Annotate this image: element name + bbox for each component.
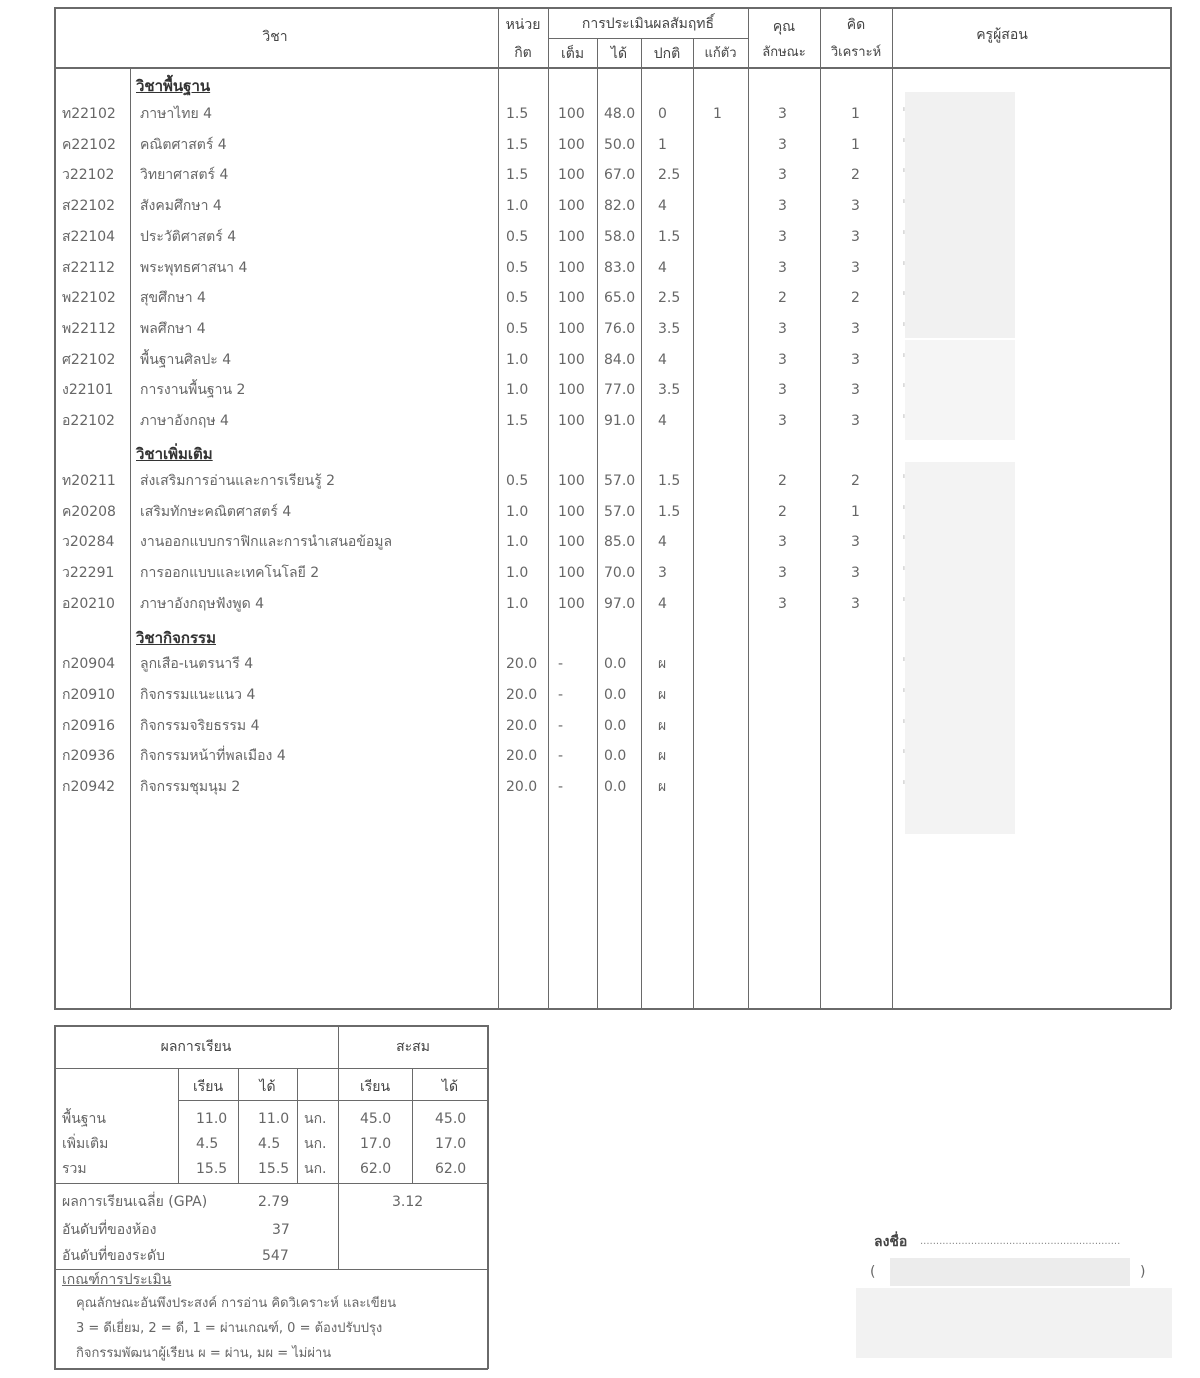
cell-credit: 1.0 [506, 504, 529, 520]
cell-char: 3 [778, 229, 787, 245]
cell-got: 57.0 [604, 473, 636, 489]
teacher-tick: ˈ [902, 198, 906, 214]
cell-full: 100 [558, 290, 585, 306]
teacher-tick: ˈ [902, 565, 906, 581]
cell-code: อ20210 [62, 596, 115, 612]
summary-label: พื้นฐาน [62, 1111, 106, 1127]
cell-full: - [558, 687, 564, 703]
cell-got: 82.0 [604, 198, 636, 214]
teacher-tick: ˈ [902, 473, 906, 489]
cell-code: พ22112 [62, 321, 116, 337]
header-char-top: คุณ [772, 19, 796, 35]
cell-credit: 20.0 [506, 687, 538, 703]
summary-got: 11.0 [258, 1111, 290, 1127]
cell-code: ว20284 [62, 534, 115, 550]
header-full: เต็ม [560, 46, 585, 62]
signature-label: ลงชื่อ [874, 1234, 908, 1250]
cell-credit: 1.5 [506, 137, 529, 153]
summary-cum-got: 62.0 [435, 1161, 467, 1177]
cell-got: 0.0 [604, 718, 627, 734]
cell-name: กิจกรรมชุมนุม 2 [140, 779, 241, 795]
cell-char: 2 [778, 504, 787, 520]
cell-name: ภาษาอังกฤษฟังพูด 4 [140, 596, 265, 612]
cell-normal: ผ [658, 656, 667, 672]
cell-char: 3 [778, 260, 787, 276]
cell-normal: 4 [658, 260, 667, 276]
cum-col-study: เรียน [359, 1079, 391, 1095]
cell-credit: 0.5 [506, 321, 529, 337]
cell-got: 77.0 [604, 382, 636, 398]
cell-name: ภาษาไทย 4 [140, 106, 213, 122]
cell-char: 3 [778, 167, 787, 183]
cell-normal: 3 [658, 565, 667, 581]
header-assessment: การประเมินผลสัมฤทธิ์ [581, 16, 715, 32]
cell-full: - [558, 748, 564, 764]
cell-got: 0.0 [604, 748, 627, 764]
cell-normal: 2.5 [658, 167, 681, 183]
cell-char: 3 [778, 198, 787, 214]
cell-think: 3 [851, 321, 860, 337]
cell-char: 3 [778, 106, 787, 122]
cell-name: สังคมศึกษา 4 [140, 198, 222, 214]
cell-full: 100 [558, 352, 585, 368]
cell-full: 100 [558, 534, 585, 550]
signature-open-paren: ( [870, 1264, 876, 1280]
signer-title-redacted [856, 1288, 1172, 1358]
cell-full: 100 [558, 413, 585, 429]
criteria-line: คุณลักษณะอันพึงประสงค์ การอ่าน คิดวิเคราะห์ และเขียน [76, 1296, 397, 1311]
summary-study: 4.5 [196, 1136, 219, 1152]
cell-normal: 1.5 [658, 504, 681, 520]
cell-full: 100 [558, 198, 585, 214]
cell-think: 1 [851, 504, 860, 520]
signature-close-paren: ) [1140, 1264, 1146, 1280]
cell-code: ส22104 [62, 229, 116, 245]
cell-full: 100 [558, 106, 585, 122]
header-think-top: คิด [846, 17, 866, 33]
cell-credit: 0.5 [506, 473, 529, 489]
cell-normal: ผ [658, 748, 667, 764]
header-got: ได้ [610, 46, 628, 62]
gpa-value: 2.79 [258, 1194, 290, 1210]
cell-char: 3 [778, 382, 787, 398]
cell-code: ว22291 [62, 565, 115, 581]
cell-normal: 3.5 [658, 382, 681, 398]
cell-full: 100 [558, 321, 585, 337]
cell-got: 65.0 [604, 290, 636, 306]
cell-full: 100 [558, 137, 585, 153]
level-rank-value: 547 [262, 1248, 289, 1264]
cell-code: ส22112 [62, 260, 116, 276]
cell-full: - [558, 779, 564, 795]
cell-name: พลศึกษา 4 [140, 321, 206, 337]
cell-normal: 1.5 [658, 229, 681, 245]
col-study: เรียน [192, 1079, 224, 1095]
cell-remedial: 1 [713, 106, 722, 122]
cell-credit: 1.0 [506, 198, 529, 214]
cell-think: 2 [851, 473, 860, 489]
teacher-tick: ˈ [902, 260, 906, 276]
teacher-name-redacted [905, 462, 1015, 834]
cell-got: 0.0 [604, 779, 627, 795]
summary-got: 4.5 [258, 1136, 281, 1152]
cell-full: - [558, 718, 564, 734]
cell-name: การออกแบบและเทคโนโลยี 2 [140, 565, 320, 581]
teacher-name-redacted [905, 92, 1015, 338]
teacher-tick: ˈ [902, 504, 906, 520]
cell-got: 0.0 [604, 656, 627, 672]
cell-full: 100 [558, 565, 585, 581]
summary-unit: นก. [304, 1136, 327, 1152]
cell-name: ประวัติศาสตร์ 4 [140, 229, 237, 245]
cell-think: 1 [851, 106, 860, 122]
summary-study: 11.0 [196, 1111, 228, 1127]
section-title-activities: วิชากิจกรรม [136, 629, 216, 647]
cell-char: 2 [778, 290, 787, 306]
summary-unit: นก. [304, 1161, 327, 1177]
cum-col-got: ได้ [441, 1079, 459, 1095]
teacher-tick: ˈ [902, 596, 906, 612]
section-title-basic: วิชาพื้นฐาน [136, 77, 211, 95]
cell-credit: 0.5 [506, 229, 529, 245]
cell-normal: 4 [658, 596, 667, 612]
teacher-name-redacted [905, 340, 1015, 440]
cell-code: ว22102 [62, 167, 115, 183]
teacher-tick: ˈ [902, 137, 906, 153]
cell-got: 58.0 [604, 229, 636, 245]
cell-credit: 1.5 [506, 106, 529, 122]
teacher-tick: ˈ [902, 321, 906, 337]
header-subject: วิชา [262, 29, 288, 45]
cell-char: 3 [778, 137, 787, 153]
summary-cum-study: 17.0 [360, 1136, 392, 1152]
cell-credit: 20.0 [506, 779, 538, 795]
summary-cum-study: 45.0 [360, 1111, 392, 1127]
cell-normal: ผ [658, 687, 667, 703]
summary-cum-got: 17.0 [435, 1136, 467, 1152]
cell-code: ศ22102 [62, 352, 116, 368]
cell-name: การงานพื้นฐาน 2 [140, 382, 246, 398]
cell-full: 100 [558, 229, 585, 245]
cell-char: 3 [778, 413, 787, 429]
level-rank-label: อันดับที่ของระดับ [62, 1248, 166, 1264]
header-normal: ปกติ [653, 46, 681, 62]
cell-credit: 1.0 [506, 382, 529, 398]
cell-got: 0.0 [604, 687, 627, 703]
cell-name: สุขศึกษา 4 [140, 290, 206, 306]
cell-normal: 1.5 [658, 473, 681, 489]
cell-normal: 4 [658, 352, 667, 368]
cell-name: เสริมทักษะคณิตศาสตร์ 4 [140, 504, 292, 520]
cell-name: วิทยาศาสตร์ 4 [140, 167, 229, 183]
cell-normal: 0 [658, 106, 667, 122]
cell-char: 3 [778, 534, 787, 550]
cell-credit: 1.0 [506, 352, 529, 368]
cell-credit: 20.0 [506, 748, 538, 764]
cell-full: 100 [558, 504, 585, 520]
cell-credit: 1.5 [506, 167, 529, 183]
header-char-bottom: ลักษณะ [762, 45, 806, 60]
header-think-bottom: วิเคราะห์ [830, 45, 882, 60]
cell-got: 83.0 [604, 260, 636, 276]
cell-name: งานออกแบบกราฟิกและการนำเสนอข้อมูล [140, 534, 393, 550]
cell-think: 3 [851, 565, 860, 581]
cell-code: ก20904 [62, 656, 116, 672]
cell-code: ก20910 [62, 687, 116, 703]
cell-credit: 20.0 [506, 656, 538, 672]
cell-char: 2 [778, 473, 787, 489]
cell-think: 3 [851, 260, 860, 276]
cell-got: 91.0 [604, 413, 636, 429]
cell-code: ท20211 [62, 473, 116, 489]
summary-cum-study: 62.0 [360, 1161, 392, 1177]
results-title: ผลการเรียน [160, 1039, 232, 1055]
teacher-tick: ˈ [902, 534, 906, 550]
cell-full: 100 [558, 260, 585, 276]
signer-name-redacted [890, 1258, 1130, 1286]
cell-name: ภาษาอังกฤษ 4 [140, 413, 229, 429]
cell-credit: 1.0 [506, 565, 529, 581]
summary-label: รวม [62, 1161, 87, 1177]
cell-normal: 4 [658, 413, 667, 429]
teacher-tick: ˈ [902, 290, 906, 306]
cell-credit: 0.5 [506, 260, 529, 276]
gpa-cumulative: 3.12 [392, 1194, 424, 1210]
cell-code: อ22102 [62, 413, 115, 429]
cell-normal: ผ [658, 718, 667, 734]
cell-think: 3 [851, 596, 860, 612]
cell-name: กิจกรรมจริยธรรม 4 [140, 718, 260, 734]
cell-got: 85.0 [604, 534, 636, 550]
cell-think: 3 [851, 229, 860, 245]
cell-credit: 1.0 [506, 596, 529, 612]
header-teacher: ครูผู้สอน [976, 27, 1028, 43]
cell-got: 67.0 [604, 167, 636, 183]
cell-think: 3 [851, 534, 860, 550]
cell-credit: 1.5 [506, 413, 529, 429]
cell-normal: 1 [658, 137, 667, 153]
cell-char: 3 [778, 565, 787, 581]
cell-normal: 3.5 [658, 321, 681, 337]
cell-char: 3 [778, 596, 787, 612]
cell-credit: 1.0 [506, 534, 529, 550]
cell-think: 3 [851, 198, 860, 214]
header-remedial: แก้ตัว [704, 46, 737, 61]
signature-line: ............................................................... [920, 1236, 1121, 1247]
summary-unit: นก. [304, 1111, 327, 1127]
class-rank-value: 37 [272, 1222, 290, 1238]
cell-full: 100 [558, 382, 585, 398]
cell-normal: 4 [658, 198, 667, 214]
teacher-tick: ˈ [902, 656, 906, 672]
cell-name: พื้นฐานศิลปะ 4 [140, 352, 232, 368]
cell-think: 2 [851, 290, 860, 306]
cell-code: ง22101 [62, 382, 114, 398]
teacher-tick: ˈ [902, 229, 906, 245]
cell-think: 3 [851, 382, 860, 398]
cell-name: พระพุทธศาสนา 4 [140, 260, 248, 276]
cell-code: ก20916 [62, 718, 116, 734]
cell-code: ค20208 [62, 504, 116, 520]
cell-name: คณิตศาสตร์ 4 [140, 137, 227, 153]
summary-label: เพิ่มเติม [62, 1136, 109, 1152]
cell-got: 70.0 [604, 565, 636, 581]
summary-got: 15.5 [258, 1161, 290, 1177]
cell-think: 3 [851, 413, 860, 429]
teacher-tick: ˈ [902, 413, 906, 429]
cell-name: กิจกรรมหน้าที่พลเมือง 4 [140, 748, 286, 764]
cell-got: 76.0 [604, 321, 636, 337]
cell-full: 100 [558, 167, 585, 183]
cell-got: 57.0 [604, 504, 636, 520]
cell-think: 2 [851, 167, 860, 183]
cell-name: ลูกเสือ-เนตรนารี 4 [140, 656, 254, 672]
cell-name: กิจกรรมแนะแนว 4 [140, 687, 256, 703]
cell-think: 3 [851, 352, 860, 368]
teacher-tick: ˈ [902, 687, 906, 703]
cell-normal: 2.5 [658, 290, 681, 306]
col-got: ได้ [259, 1079, 276, 1095]
cell-code: ส22102 [62, 198, 116, 214]
cell-code: พ22102 [62, 290, 116, 306]
cell-code: ค22102 [62, 137, 116, 153]
cell-got: 48.0 [604, 106, 636, 122]
teacher-tick: ˈ [902, 106, 906, 122]
cell-normal: ผ [658, 779, 667, 795]
header-credit-bottom: กิต [514, 45, 532, 61]
teacher-tick: ˈ [902, 779, 906, 795]
cell-full: 100 [558, 596, 585, 612]
criteria-line: 3 = ดีเยี่ยม, 2 = ดี, 1 = ผ่านเกณฑ์, 0 = ต้องปรับปรุง [76, 1321, 383, 1336]
cell-char: 3 [778, 321, 787, 337]
cell-normal: 4 [658, 534, 667, 550]
cumulative-title: สะสม [396, 1039, 430, 1055]
gpa-label: ผลการเรียนเฉลี่ย (GPA) [62, 1194, 208, 1210]
cell-code: ก20942 [62, 779, 116, 795]
cell-got: 84.0 [604, 352, 636, 368]
cell-got: 97.0 [604, 596, 636, 612]
cell-credit: 20.0 [506, 718, 538, 734]
teacher-tick: ˈ [902, 748, 906, 764]
class-rank-label: อันดับที่ของห้อง [62, 1222, 157, 1238]
summary-study: 15.5 [196, 1161, 228, 1177]
teacher-tick: ˈ [902, 352, 906, 368]
teacher-tick: ˈ [902, 167, 906, 183]
criteria-line: กิจกรรมพัฒนาผู้เรียน ผ = ผ่าน, มผ = ไม่ผ่าน [76, 1346, 332, 1361]
cell-char: 3 [778, 352, 787, 368]
cell-credit: 0.5 [506, 290, 529, 306]
summary-cum-got: 45.0 [435, 1111, 467, 1127]
cell-got: 50.0 [604, 137, 636, 153]
cell-name: ส่งเสริมการอ่านและการเรียนรู้ 2 [140, 473, 336, 489]
cell-think: 1 [851, 137, 860, 153]
teacher-tick: ˈ [902, 382, 906, 398]
criteria-title: เกณฑ์การประเมิน [62, 1272, 172, 1288]
section-title-additional: วิชาเพิ่มเติม [136, 445, 213, 463]
header-credit-top: หน่วย [505, 17, 541, 33]
cell-full: - [558, 656, 564, 672]
teacher-tick: ˈ [902, 718, 906, 734]
cell-code: ท22102 [62, 106, 116, 122]
cell-code: ก20936 [62, 748, 116, 764]
cell-full: 100 [558, 473, 585, 489]
